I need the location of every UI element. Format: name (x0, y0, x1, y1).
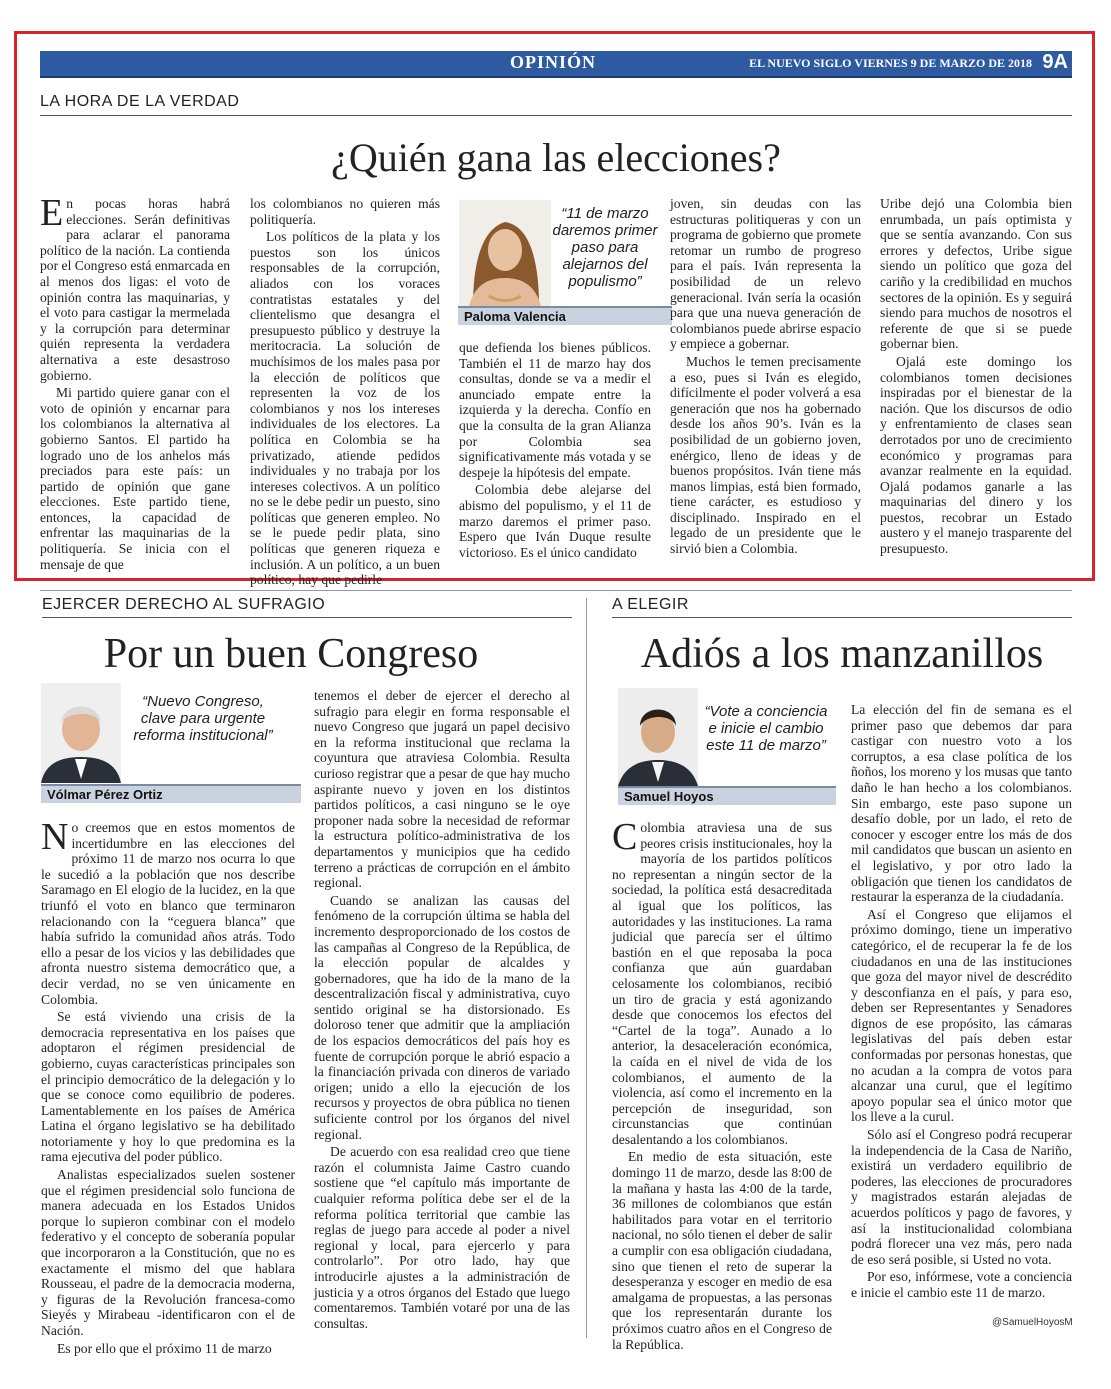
section-divider (40, 590, 1072, 591)
article2-col2-p3: De acuerdo con esa realidad creo que tiene razón el columnista Jaime Castro cuando sostiene que “el capítulo más importante de cualquier reforma política debe ser el de la reforma política territorial que cambie las reglas de juego para accede al poder a nivel regional y local, para ejercerlo y para controlarlo”. Por otro lado, hay que introducirle ajustes a la administración de justicia y a otros órganos del Estado que luego comentaremos. También votaré por una de las consultas. (314, 1144, 570, 1331)
article3-col2 (851, 702, 1072, 1303)
article2-dropcap: N (41, 816, 69, 858)
article3-col2-p4: Por eso, infórmese, vote a conciencia e inicie el cambio este 11 de marzo. (851, 1269, 1072, 1300)
article2-col1-p3: Analistas especializados suelen sostener que el régimen presidencial solo funciona de manera adecuada en los Estados Unidos porque lo supieron combinar con el modelo federativo y el concepto de soberanía popular que incorporaron a la Constitución, que no es exactamente el mismo del que hablara Rousseau, el padre de la democracia moderna, y figuras de la Revolución francesa-como Sieyés y Mirabeau -identificaron con el de Nación. (41, 1167, 295, 1338)
article1-pullquote: “11 de marzo daremos primer paso para alejarnos del populismo” (552, 205, 658, 290)
article1-author-photo (459, 200, 551, 306)
article3-twitter-handle: @SamuelHoyosM (992, 1317, 1073, 1328)
article1-col4-p2: Muchos le temen precisamente a eso, pues si Iván es elegido, difícilmente el poder volverá a esa generación que nos ha gobernado desde los años 90’s. Iván es la posibilidad de un gobierno joven, enérgico, lleno de ideas y de buenos propósitos. Iván tiene más manos limpias, está bien formado, tiene carácter, es estudioso y disciplinado. Inspirado en el legado de un presidente que le sirvió bien a Colombia. (670, 353, 861, 557)
page-number: 9A (1042, 51, 1068, 73)
article1-col3-p1: que defienda los bienes públicos. También el 11 de marzo hay dos consultas, donde se va a medir el anunciado empate entre la izquierda y la derecha. Confío en que la consulta de la gran Alianza por Colombia sea significativamente más votada y se despeje la hipótesis del empate. (459, 340, 651, 480)
article3-author-name: Samuel Hoyos (618, 786, 836, 805)
article1-col3 (459, 340, 651, 562)
article1-col3-p2: Colombia debe alejarse del abismo del populismo, y el 11 de marzo daremos el primer paso. Espero que Iván Duque resulte victorioso. Es el único candidato (459, 482, 651, 560)
article1-col4-p1: joven, sin deudas con las estructuras politiqueras y con un programa de gobierno que promete retomar un rumbo de progreso para el país. Iván representa la posibilidad de un relevo generacional. Iván sería la ocasión para que una nueva generación de colombianos puede abrirse espacio y empiece a gobernar. (670, 196, 861, 352)
article2-pullquote: “Nuevo Congreso, clave para urgente reforma institucional” (133, 693, 273, 744)
article3-pullquote: “Vote a conciencia e inicie el cambio este 11 de marzo” (704, 703, 828, 754)
article1-col5-p1: Uribe dejó una Colombia bien enrumbada, un país optimista y que se sentía avanzando. Con sus errores y defectos, Uribe sigue siendo un político que goza del cariño y la credibilidad en muchos sectores de la opinión. Es y seguirá siendo para muchos de nosotros el referente de que si se puede gobernar bien. (880, 196, 1072, 352)
article3-kicker-rule (612, 617, 1072, 618)
masthead-date: EL NUEVO SIGLO VIERNES 9 DE MARZO DE 2018 (749, 56, 1032, 70)
article1-col5-p2: Ojalá este domingo los colombianos tomen decisiones inspiradas por el bienestar de la nación. Que los discursos de odio y enfrentamiento de clases sean derrotados por uno de crecimiento económico y programas para avanzar realmente en la equidad. Ojalá podamos ganarle a las maquinarias del dinero y los puestos, recobrar un Estado austero y el manejo trasparente del presupuesto. (880, 353, 1072, 557)
article2-headline: Por un buen Congreso (103, 631, 479, 677)
article2-author-name: Vólmar Pérez Ortiz (41, 784, 301, 803)
article2-author-photo (41, 683, 121, 783)
article1-col1-p1 (40, 192, 230, 383)
article2-col2-p2: Cuando se analizan las causas del fenómeno de la corrupción última se habla del incremento desproporcionado de los costos de las campañas al Congreso de la República, de la elección popular de alcaldes y gobernadores, que ha ido de la mano de la descentralización fiscal y administrativa, cuyo sentido original se ha distorsionado. Es doloroso tener que admitir que la ampliación de los espacios democráticos del país hoy es fuente de corrupción porque le abrió espacio a la financiación privada con dineros de variado origen; unido a ello la ejecución de los recursos y proyectos de obra pública no tienen suficiente control por los órganos del nivel regional. (314, 892, 570, 1142)
article2-col1-p2: Se está viviendo una crisis de la democracia representativa en los países que adoptaron el régimen presidencial de gobierno, cuyas características principales son el principio democrático de la delegación y lo que se conoce como equilibrio de poderes. Lamentablemente en los países de América Latina el órgano legislativo se ha debilitado notoriamente y hoy lo que predomina es la rama ejecutiva del poder público. (41, 1009, 295, 1165)
article2-col1-p1 (41, 816, 295, 1007)
column-divider (586, 598, 587, 1338)
article2-kicker: EJERCER DERECHO AL SUFRAGIO (42, 596, 326, 613)
article1-col1-p2: Mi partido quiere ganar con el voto de opinión y encarnar para los colombianos la alternativa al gobierno Santos. El partido ha logrado uno de los anhelos más preciados para este país: un partido de opinión que gane elecciones. Este partido tiene, entonces, la capacidad de enfrentar las maquinarias de la politiquería. Se inicia con el mensaje de que (40, 385, 230, 572)
section-header-bar (40, 51, 1072, 78)
section-title: OPINIÓN (510, 52, 597, 72)
article1-col2-p2: Los políticos de la plata y los puestos son los únicos responsables de la corrupción, aliados con los voraces contratistas estatales y del clientelismo que desangra el presupuesto público y destruye la meritocracia. La solución de muchísimos de los males pasa por la elección de políticos que representen la voz de los colombianos y nos los intereses individuales de los electores. La política en Colombia se ha privatizado, atiende pedidos individuales y no trabaja por los intereses colectivos. A un político no se le debe pedir un puesto, sino políticas que generen empleo. No se le puede pedir plata, sino políticas que generen riqueza e inclusión. A un político, a un buen político, hay que pedirle (250, 229, 440, 588)
article3-col1-p1 (612, 816, 832, 1147)
article1-col1-p1-text: n pocas horas habrá elecciones. Serán definitivas para aclarar el panorama político de la nación. La contienda por el Congreso está enmarcada en al menos dos ligas: el voto de opinión contra las maquinarias, y el voto para castigar la mermelada y la corrupción para determinar quién representa la verdadera alternativa a este desastroso gobierno. (40, 196, 230, 383)
article3-dropcap: C (612, 816, 638, 858)
article1-col4 (670, 196, 861, 559)
article3-col2-p1: La elección del fin de semana es el primer paso que debemos dar para castigar con nuestro voto a los corruptos, a esa clase política de los ñoños, los moreno y los musas que tanto daño le han hecho a los colombianos. Sin embargo, este paso supone un desafío doble, por un lado, el reto de conocer y escoger entre los más de dos mil candidatos que buscan un asiento en el legislativo, y por otro lado la obligación que tienen los candidatos de restaurar la esperanza de la ciudadanía. (851, 702, 1072, 905)
article1-author-name: Paloma Valencia (458, 306, 672, 325)
article1-col2-p1: los colombianos no quieren más politiquería. (250, 196, 440, 227)
article1-kicker-rule (40, 115, 1072, 116)
article3-col1-p2: En medio de esta situación, este domingo 11 de marzo, desde las 8:00 de la mañana y hasta las 4:00 de la tarde, 36 millones de colombianos que están habilitados para votar en el territorio nacional, no sólo tienen el deber de salir a cumplir con esa obligación ciudadana, sino que tienen el reto de superar la desesperanza y escoger en medio de esa amalgama de propuestas, a las personas que los representarán durante los próximos cuatro años en el Congreso de la República. (612, 1149, 832, 1352)
article2-col1-p4: Es por ello que el próximo 11 de marzo (57, 1340, 272, 1356)
article3-kicker: A ELEGIR (612, 596, 689, 613)
article2-col1-p1-text: o creemos que en estos momentos de incertidumbre en las elecciones del próximo 11 de marzo nos ocurra lo que le sucedió a la población que nos describe Saramago en El elogio de la lucidez, en la que triunfó el voto en blanco que terminaron relacionando con la “ceguera blanca” que había sufrido la comunidad años atrás. Todo ello a pesar de los vicios y las debilidades que afronta nuestro sistema democrático que, a decir verdad, no se ven únicamente en Colombia. (41, 820, 295, 1007)
article3-col2-p3: Sólo así el Congreso podrá recuperar la independencia de la Casa de Nariño, existirá un verdadero equilibrio de poderes, las elecciones de procuradores y magistrados estarán alejadas de acuerdos políticos y pago de favores, y así la institucionalidad colombiana podrá florecer una vez más, pero nada de eso será posible, si Usted no vota. (851, 1127, 1072, 1267)
article2-kicker-rule (42, 617, 572, 618)
article1-col2 (250, 196, 440, 590)
article1-headline: ¿Quién gana las elecciones? (331, 135, 781, 180)
article2-col2-p1: tenemos el deber de ejercer el derecho al sufragio para elegir en forma responsable el nuevo Congreso que jugará un papel decisivo en la reforma institucional que reclama la coyuntura que atraviesa Colombia. Resulta curioso registrar que a pesar de que hay mucho aspirante nuevo y joven en los distintos partidos políticos, a casi ninguno se le oye proponer nada sobre la necesidad de reformar la estructura político-administrativa de los departamentos y municipios que ha cedido terreno a prácticas de corrupción en el ámbito regional. (314, 688, 570, 891)
article2-col2 (314, 688, 570, 1333)
article1-dropcap: E (40, 192, 64, 234)
article1-col5 (880, 196, 1072, 559)
article3-col1 (612, 816, 832, 1354)
article1-kicker: LA HORA DE LA VERDAD (40, 93, 240, 110)
article3-headline: Adiós a los manzanillos (640, 631, 1044, 677)
article2-col1 (41, 816, 295, 1358)
article3-col1-p1-text: olombia atraviesa una de sus peores crisis institucionales, hoy la mayoría de los partidos políticos no representan a ningún sector de la sociedad, la política está desacreditada al igual que los políticos, las autoridades y las instituciones. La rama judicial que parecía ser el último bastión en el que reposaba la poca confianza que aún guardaban celosamente los colombianos, recibió un tiro de gracia y está agonizando desde que conocemos los efectos del “Cartel de la toga”. Aunado a lo anterior, la desaceleración económica, la caída en el nivel de vida de los colombianos, el aumento de la violencia, así como el incremento en la percepción de inseguridad, son circunstancias que continúan desalentando a los colombianos. (612, 820, 832, 1147)
article1-col1 (40, 192, 230, 574)
article3-author-photo (618, 688, 698, 786)
article3-col2-p2: Así el Congreso que elijamos el próximo domingo, tiene un imperativo categórico, el de recuperar la fe de los ciudadanos en una de las instituciones que goza del mayor nivel de descrédito y desconfianza en el país, y para eso, deben ser Representantes y Senadores dignos de ese propósito, las cámaras legislativas del país deben estar conformadas por personas honestas, que no acudan a la compra de votos para alcanzar una curul, que el legítimo apoyo popular sea el único motor que los lleve a la curul. (851, 906, 1072, 1125)
